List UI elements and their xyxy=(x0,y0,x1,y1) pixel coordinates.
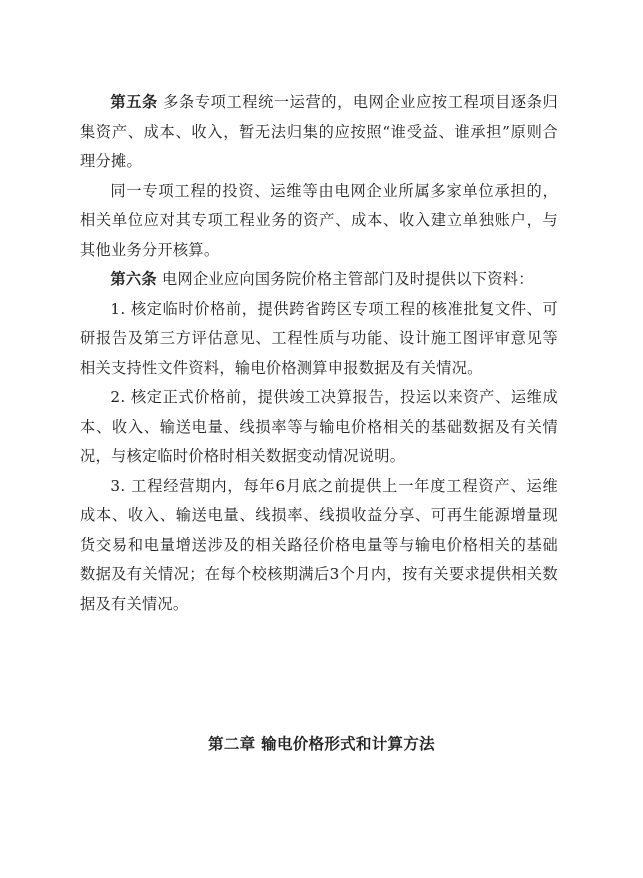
paragraph-text: 1. 核定临时价格前，提供跨省跨区专项工程的核准批复文件、可研报告及第三方评估意见、工程性质与功能、设计施工图评审意见等相关支持性文件资料，输电价格测算申报数据及有关情况。 xyxy=(80,299,558,377)
paragraph-text: 3. 工程经营期内，每年6月底之前提供上一年度工程资产、运维成本、收入、输送电量、线损率、线损收益分享、可再生能源增量现货交易和电量增送涉及的相关路径价格电量等与输电价格相关的基础数据及有关情况；在每个校核期满后3个月内，按有关要求提供相关数据及有关情况。 xyxy=(80,476,558,613)
article-heading: 第五条 xyxy=(110,93,158,111)
document-body xyxy=(80,88,558,619)
paragraph-item-2 xyxy=(80,383,558,472)
paragraph-text: 电网企业应向国务院价格主管部门及时提供以下资料： xyxy=(156,270,534,288)
paragraph-article-5-part-2 xyxy=(80,177,558,266)
article-heading: 第六条 xyxy=(110,270,157,288)
paragraph-item-1 xyxy=(80,295,558,384)
paragraph-text: 多条专项工程统一运营的，电网企业应按工程项目逐条归集资产、成本、收入，暂无法归集的应按照“谁受益、谁承担”原则合理分摊。 xyxy=(80,93,558,170)
paragraph-item-3 xyxy=(80,472,558,620)
paragraph-article-6 xyxy=(80,265,558,295)
paragraph-article-5 xyxy=(80,88,558,177)
paragraph-text: 同一专项工程的投资、运维等由电网企业所属多家单位承担的，相关单位应对其专项工程业务的资产、成本、收入建立单独账户，与其他业务分开核算。 xyxy=(80,181,558,259)
paragraph-text: 2. 核定正式价格前，提供竣工决算报告，投运以来资产、运维成本、收入、输送电量、线损率等与输电价格相关的基础数据及有关情况，与核定临时价格时相关数据变动情况说明。 xyxy=(80,388,558,465)
chapter-title: 第二章 输电价格形式和计算方法 xyxy=(208,735,435,753)
